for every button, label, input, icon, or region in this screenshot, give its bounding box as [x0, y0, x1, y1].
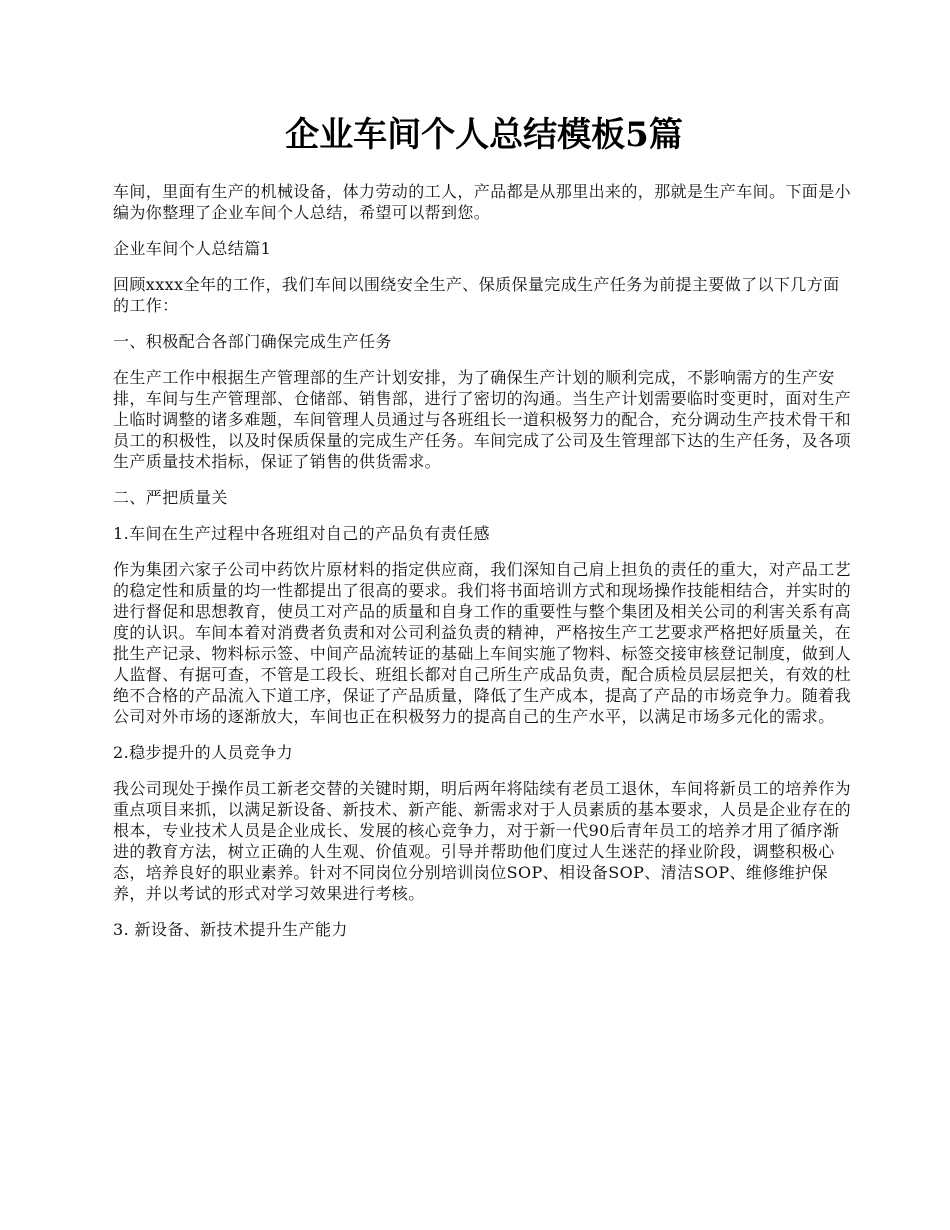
- document-page: [113, 108, 855, 955]
- heading-2: 二、严把质量关: [113, 488, 228, 507]
- paragraph-3: 我公司现处于操作员工新老交替的关键时期，明后两年将陆续有老员工退休，车间将新员工的培养作为重点项目来抓，以满足新设备、新技术、新产能、新需求对于人员素质的基本要求，人员是企业存在的根本，专业技术人员是企业成长、发展的核心竞争力，对于新一代90后青年员工的培养才用了循序渐进的教育方法，树立正确的人生观、价值观。引导并帮助他们度过人生迷茫的择业阶段，调整积极心态，培养良好的职业素养。针对不同岗位分别培训岗位SOP、相设备SOP、清洁SOP、维修维护保养，并以考试的形式对学习效果进行考核。: [113, 779, 852, 903]
- heading-1: 一、积极配合各部门确保完成生产任务: [113, 332, 392, 351]
- paragraph-1: 在生产工作中根据生产管理部的生产计划安排，为了确保生产计划的顺利完成，不影响需方的生产安排，车间与生产管理部、仓储部、销售部，进行了密切的沟通。当生产计划需要临时变更时，面对生产上临时调整的诸多难题，车间管理人员通过与各班组长一道积极努力的配合，充分调动生产技术骨干和员工的积极性，以及时保质保量的完成生产任务。车间完成了公司及生管理部下达的生产任务，及各项生产质量技术指标，保证了销售的供货需求。: [113, 368, 852, 471]
- subheading-1: 1.车间在生产过程中各班组对自己的产品负有责任感: [113, 524, 490, 543]
- paragraph-2: 作为集团六家子公司中药饮片原材料的指定供应商，我们深知自己肩上担负的责任的重大，对产品工艺的稳定性和质量的均一性都提出了很高的要求。我们将书面培训方式和现场操作技能相结合，并实时的进行督促和思想教育，使员工对产品的质量和自身工作的重要性与整个集团及相关公司的利害关系有高度的认识。车间本着对消费者负责和对公司利益负责的精神，严格按生产工艺要求严格把好质量关，在批生产记录、物料标示签、中间产品流转证的基础上车间实施了物料、标签交接审核登记制度，做到人人监督、有据可查，不管是工段长、班组长都对自己所生产成品负责，配合质检员层层把关，有效的杜绝不合格的产品流入下道工序，保证了产品质量，降低了生产成本，提高了产品的市场竞争力。随着我公司对外市场的逐渐放大，车间也正在积极努力的提高自己的生产水平，以满足市场多元化的需求。: [113, 560, 852, 726]
- section-title: 企业车间个人总结篇1: [113, 239, 272, 258]
- document-title: 企业车间个人总结模板5篇: [285, 115, 683, 155]
- subheading-3: 3. 新设备、新技术提升生产能力: [113, 920, 348, 939]
- opening-paragraph: 回顾xxxx全年的工作，我们车间以围绕安全生产、保质保量完成生产任务为前提主要做了以下几方面的工作：: [113, 275, 840, 315]
- intro-paragraph: 车间，里面有生产的机械设备，体力劳动的工人，产品都是从那里出来的，那就是生产车间。下面是小编为你整理了企业车间个人总结，希望可以帮到您。: [113, 182, 852, 222]
- subheading-2: 2.稳步提升的人员竞争力: [113, 743, 294, 762]
- document-body: [113, 181, 855, 940]
